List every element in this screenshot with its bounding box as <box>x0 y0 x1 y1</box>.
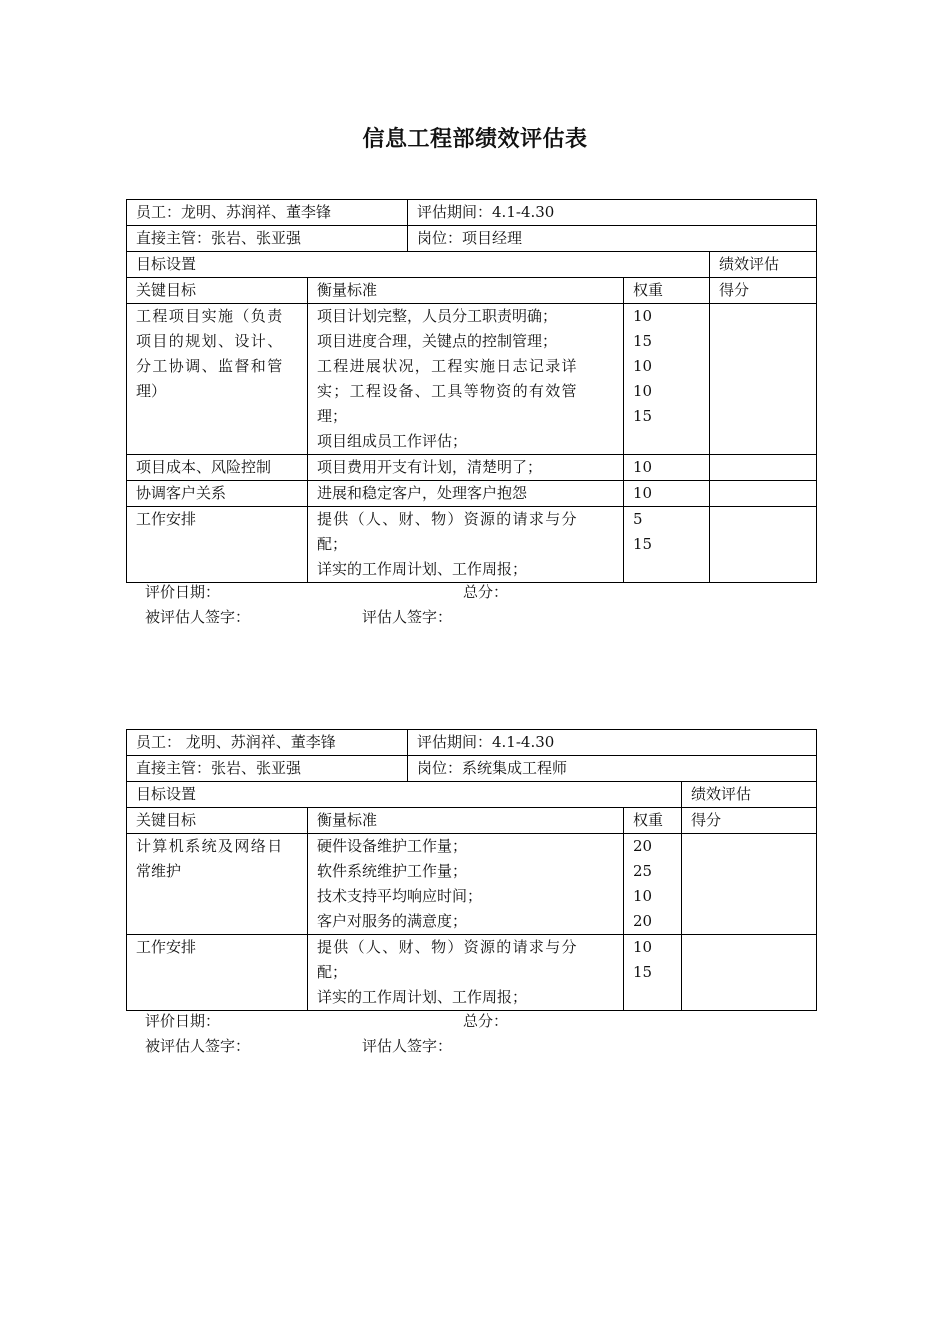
score-cell[interactable] <box>710 507 817 583</box>
table-row <box>127 834 817 935</box>
table-row <box>127 507 817 583</box>
goal-setting-header: 目标设置 <box>127 782 682 808</box>
table-row <box>127 304 817 455</box>
weight-cell: 10 15 10 10 15 <box>624 304 710 455</box>
supervisor-cell: 直接主管：张岩、张亚强 <box>127 756 408 782</box>
evaluatee-signature-label: 被评估人签字： <box>145 1037 251 1055</box>
performance-eval-header: 绩效评估 <box>710 252 817 278</box>
weight-cell: 5 15 <box>624 507 710 583</box>
table-row <box>127 481 817 507</box>
standard-header: 衡量标准 <box>308 808 624 834</box>
table-row <box>127 935 817 1011</box>
supervisor-cell: 直接主管：张岩、张亚强 <box>127 226 408 252</box>
score-cell[interactable] <box>710 481 817 507</box>
standard-cell: 提供（人、财、物）资源的请求与分 配； 详实的工作周计划、工作周报； <box>308 507 624 583</box>
key-goal-header: 关键目标 <box>127 278 308 304</box>
standard-cell: 硬件设备维护工作量； 软件系统维护工作量； 技术支持平均响应时间； 客户对服务的满意度； <box>308 834 624 935</box>
key-goal-cell: 项目成本、风险控制 <box>127 455 308 481</box>
score-cell[interactable] <box>710 304 817 455</box>
employee-cell: 员工：龙明、苏润祥、董李锋 <box>127 200 408 226</box>
period-cell: 评估期间：4.1-4.30 <box>408 730 817 756</box>
position-cell: 岗位：项目经理 <box>408 226 817 252</box>
standard-cell: 项目费用开支有计划，清楚明了； <box>308 455 624 481</box>
score-cell[interactable] <box>682 834 817 935</box>
goal-setting-header: 目标设置 <box>127 252 710 278</box>
weight-header: 权重 <box>624 808 682 834</box>
employee-cell: 员工： 龙明、苏润祥、董李锋 <box>127 730 408 756</box>
key-goal-cell: 协调客户关系 <box>127 481 308 507</box>
key-goal-cell: 工程项目实施（负责 项目的规划、设计、 分工协调、监督和管 理） <box>127 304 308 455</box>
performance-eval-header: 绩效评估 <box>682 782 817 808</box>
score-cell[interactable] <box>682 935 817 1011</box>
standard-cell: 进展和稳定客户，处理客户抱怨 <box>308 481 624 507</box>
standard-header: 衡量标准 <box>308 278 624 304</box>
evaluator-signature-label: 评估人签字： <box>362 608 453 626</box>
key-goal-cell: 计算机系统及网络日 常维护 <box>127 834 308 935</box>
position-cell: 岗位：系统集成工程师 <box>408 756 817 782</box>
score-cell[interactable] <box>710 455 817 481</box>
standard-cell: 提供（人、财、物）资源的请求与分 配； 详实的工作周计划、工作周报； <box>308 935 624 1011</box>
table-row <box>127 455 817 481</box>
evaluation-table <box>126 199 817 583</box>
score-header: 得分 <box>710 278 817 304</box>
page-title: 信息工程部绩效评估表 <box>362 126 588 152</box>
score-header: 得分 <box>682 808 817 834</box>
weight-cell: 10 <box>624 455 710 481</box>
evaluatee-signature-label: 被评估人签字： <box>145 608 251 626</box>
weight-header: 权重 <box>624 278 710 304</box>
total-score-label: 总分： <box>463 1012 509 1030</box>
weight-cell: 20 25 10 20 <box>624 834 682 935</box>
evaluation-date-label: 评价日期： <box>145 1012 221 1030</box>
evaluation-table <box>126 729 817 1011</box>
weight-cell: 10 <box>624 481 710 507</box>
evaluation-date-label: 评价日期： <box>145 583 221 601</box>
period-cell: 评估期间：4.1-4.30 <box>408 200 817 226</box>
key-goal-header: 关键目标 <box>127 808 308 834</box>
evaluation-form-system-engineer <box>126 729 816 1011</box>
key-goal-cell: 工作安排 <box>127 935 308 1011</box>
evaluation-form-project-manager <box>126 199 816 583</box>
weight-cell: 10 15 <box>624 935 682 1011</box>
key-goal-cell: 工作安排 <box>127 507 308 583</box>
evaluator-signature-label: 评估人签字： <box>362 1037 453 1055</box>
total-score-label: 总分： <box>463 583 509 601</box>
standard-cell: 项目计划完整，人员分工职责明确； 项目进度合理，关键点的控制管理； 工程进展状况，工程实施日志记录详 实；工程设备、工具等物资的有效管 理； 项目组成员工作评估； <box>308 304 624 455</box>
